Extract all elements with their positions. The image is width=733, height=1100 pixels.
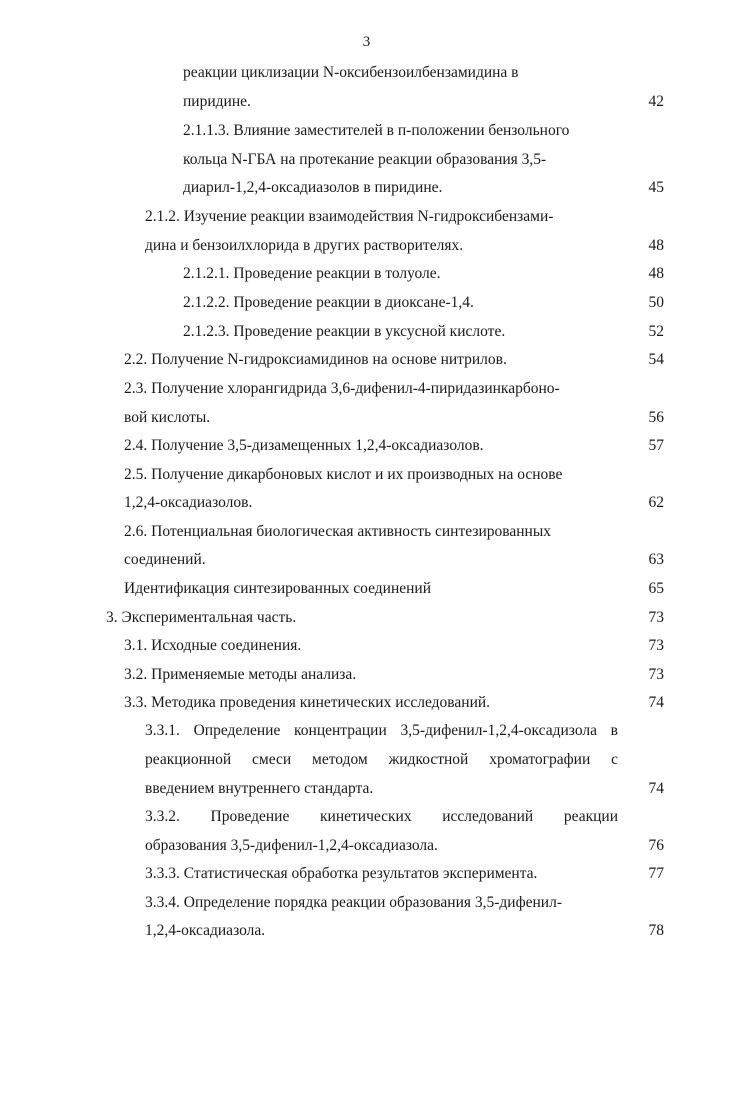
- toc-line: Идентификация синтезированных соединений: [124, 580, 432, 597]
- toc-line: реакции циклизации N-оксибензоилбензамидина в: [183, 64, 519, 81]
- toc-line: 3.1. Исходные соединения.: [124, 637, 302, 654]
- toc-line: 1,2,4-оксадиазола.: [145, 922, 266, 939]
- toc-page-number: 54: [648, 351, 664, 368]
- toc-line: дина и бензоилхлорида в других растворителях.: [145, 237, 464, 254]
- toc-line: 3.3. Методика проведения кинетических исследований.: [124, 694, 491, 711]
- toc-line: 3.3.2. Проведение кинетических исследований реакции: [145, 808, 618, 825]
- toc-line: реакционной смеси методом жидкостной хроматографии с: [145, 751, 618, 768]
- toc-line: 3.2. Применяемые методы анализа.: [124, 666, 357, 683]
- toc-page-number: 73: [648, 637, 664, 654]
- toc-line: соединений.: [124, 551, 206, 568]
- toc-page-number: 56: [648, 409, 664, 426]
- toc-line: 2.1.2.1. Проведение реакции в толуоле.: [183, 265, 441, 282]
- toc-line: 3. Экспериментальная часть.: [106, 609, 297, 626]
- toc-page-number: 73: [648, 609, 664, 626]
- toc-line: пиридине.: [183, 93, 251, 110]
- toc-page-number: 74: [648, 780, 664, 797]
- toc-line: 3.3.3. Статистическая обработка результатов эксперимента.: [145, 865, 538, 882]
- toc-page-number: 42: [648, 93, 664, 110]
- toc-page-number: 73: [648, 666, 664, 683]
- toc-line: 3.3.4. Определение порядка реакции образования 3,5-дифенил-: [145, 894, 563, 911]
- toc-page-number: 48: [648, 237, 664, 254]
- toc-line: 3.3.1. Определение концентрации 3,5-дифенил-1,2,4-оксадизола в: [145, 722, 618, 739]
- toc-line: 2.1.2.2. Проведение реакции в диоксане-1,4.: [183, 294, 474, 311]
- toc-line: 2.4. Получение 3,5-дизамещенных 1,2,4-оксадиазолов.: [124, 437, 484, 454]
- toc-line: 2.2. Получение N-гидроксиамидинов на основе нитрилов.: [124, 351, 507, 368]
- toc-page-number: 52: [648, 323, 664, 340]
- toc-line: 2.1.1.3. Влияние заместителей в п-положении бензольного: [183, 122, 570, 139]
- toc-page-number: 78: [648, 922, 664, 939]
- toc-page-number: 77: [648, 865, 664, 882]
- toc-page-number: 76: [648, 837, 664, 854]
- page-number: 3: [362, 34, 371, 50]
- toc-page-number: 74: [648, 694, 664, 711]
- toc-line: введением внутреннего стандарта.: [145, 780, 374, 797]
- toc-page-number: 65: [648, 580, 664, 597]
- toc-page-number: 48: [648, 265, 664, 282]
- toc-line: 2.6. Потенциальная биологическая активность синтезированных: [124, 523, 551, 540]
- toc-line: 2.1.2.3. Проведение реакции в уксусной кислоте.: [183, 323, 506, 340]
- toc-page-number: 45: [648, 179, 664, 196]
- toc-page-number: 50: [648, 294, 664, 311]
- toc-page-number: 62: [648, 494, 664, 511]
- toc-line: диарил-1,2,4-оксадиазолов в пиридине.: [183, 179, 443, 196]
- toc-line: 1,2,4-оксадиазолов.: [124, 494, 253, 511]
- toc-line: образования 3,5-дифенил-1,2,4-оксадиазола.: [145, 837, 438, 854]
- toc-line: вой кислоты.: [124, 409, 211, 426]
- toc-line: кольца N-ГБА на протекание реакции образования 3,5-: [183, 151, 547, 168]
- toc-page-number: 63: [648, 551, 664, 568]
- toc-page-number: 57: [648, 437, 664, 454]
- toc-line: 2.3. Получение хлорангидрида 3,6-дифенил-4-пиридазинкарбоно-: [124, 380, 560, 397]
- toc-line: 2.5. Получение дикарбоновых кислот и их производных на основе: [124, 466, 563, 483]
- toc-line: 2.1.2. Изучение реакции взаимодействия N-гидроксибензами-: [145, 208, 554, 225]
